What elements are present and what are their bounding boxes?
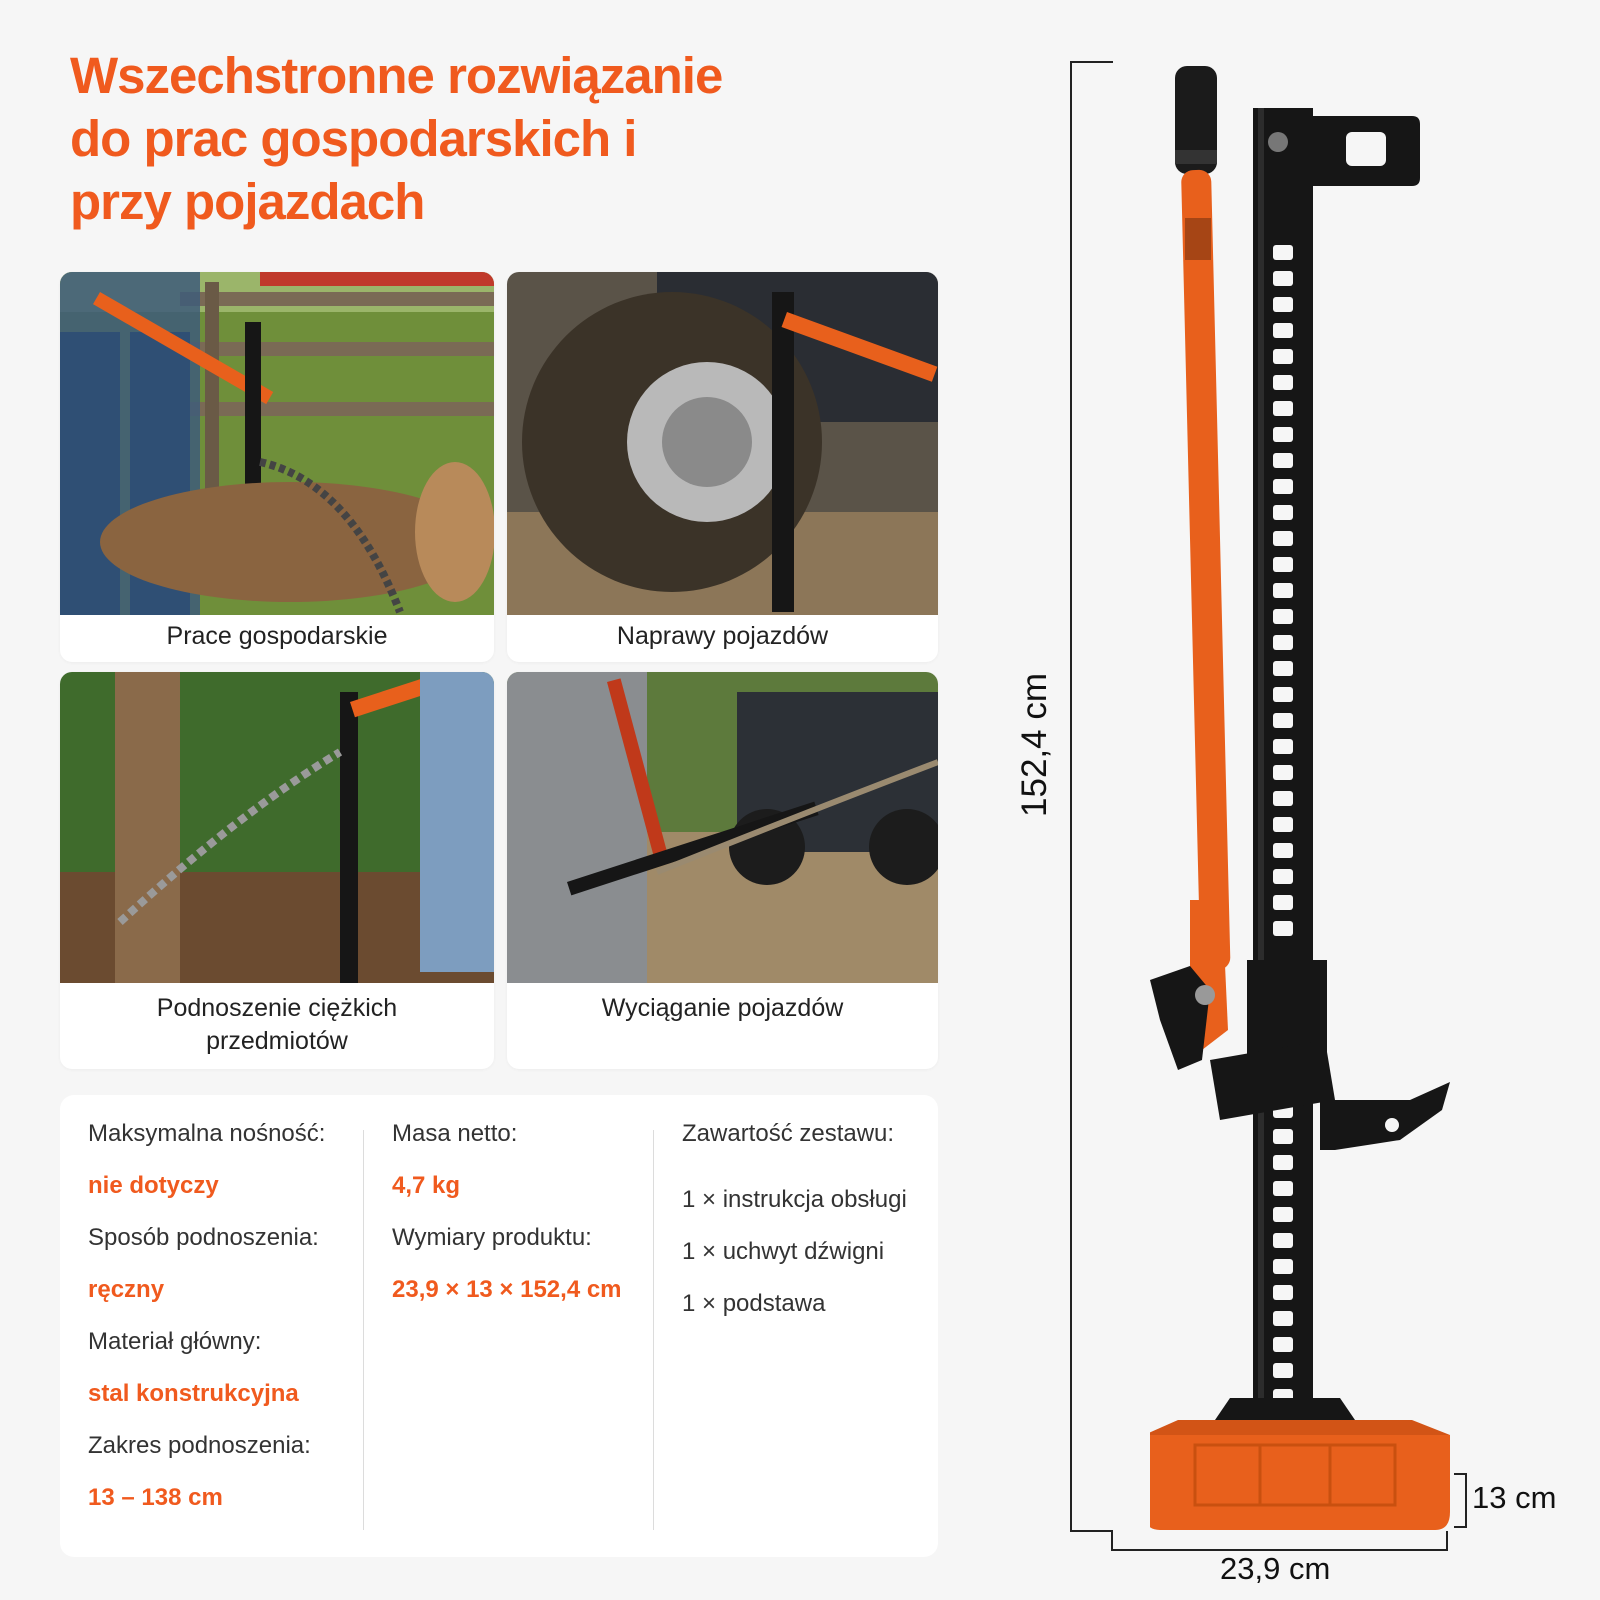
kit-heading: Zawartość zestawu: xyxy=(682,1120,895,1147)
title-line-1: Wszechstronne rozwiązanie xyxy=(70,47,723,104)
spec-value-product-dimensions: 23,9 × 13 × 152,4 cm xyxy=(392,1276,622,1303)
caption-heavy-lifting-line-2: przedmiotów xyxy=(206,1027,348,1055)
kit-item-base: 1 × podstawa xyxy=(682,1290,826,1317)
dimension-base-height-label: 13 cm xyxy=(1472,1480,1557,1515)
dimension-width-label: 23,9 cm xyxy=(1220,1551,1331,1586)
spec-value-max-capacity: nie dotyczy xyxy=(88,1172,219,1199)
spec-label-main-material: Materiał główny: xyxy=(88,1328,262,1355)
kit-item-lever-handle: 1 × uchwyt dźwigni xyxy=(682,1238,885,1265)
caption-vehicle-recovery: Wyciąganie pojazdów xyxy=(601,994,844,1022)
spec-label-max-capacity: Maksymalna nośność: xyxy=(88,1120,326,1147)
title-line-3: przy pojazdach xyxy=(70,173,425,230)
spec-value-net-weight: 4,7 kg xyxy=(392,1172,461,1199)
spec-label-product-dimensions: Wymiary produktu: xyxy=(392,1224,592,1251)
spec-value-lifting-range: 13 – 138 cm xyxy=(88,1484,223,1511)
spec-label-lifting-method: Sposób podnoszenia: xyxy=(88,1224,319,1251)
spec-label-lifting-range: Zakres podnoszenia: xyxy=(88,1432,311,1459)
dimension-height-text: 152,4 cm xyxy=(1015,673,1054,817)
title-line-2: do prac gospodarskich i xyxy=(70,110,637,167)
farm-jack-illustration xyxy=(1150,60,1460,1540)
caption-heavy-lifting-line-1: Podnoszenie ciężkich xyxy=(156,994,398,1022)
caption-vehicle-repair: Naprawy pojazdów xyxy=(616,622,829,650)
spec-value-main-material: stal konstrukcyjna xyxy=(88,1380,299,1407)
kit-item-manual: 1 × instrukcja obsługi xyxy=(682,1186,907,1213)
spec-value-lifting-method: ręczny xyxy=(88,1276,165,1303)
spec-label-net-weight: Masa netto: xyxy=(392,1120,518,1147)
dimension-height-label xyxy=(1005,660,1065,830)
caption-farm-work: Prace gospodarskie xyxy=(166,622,388,650)
